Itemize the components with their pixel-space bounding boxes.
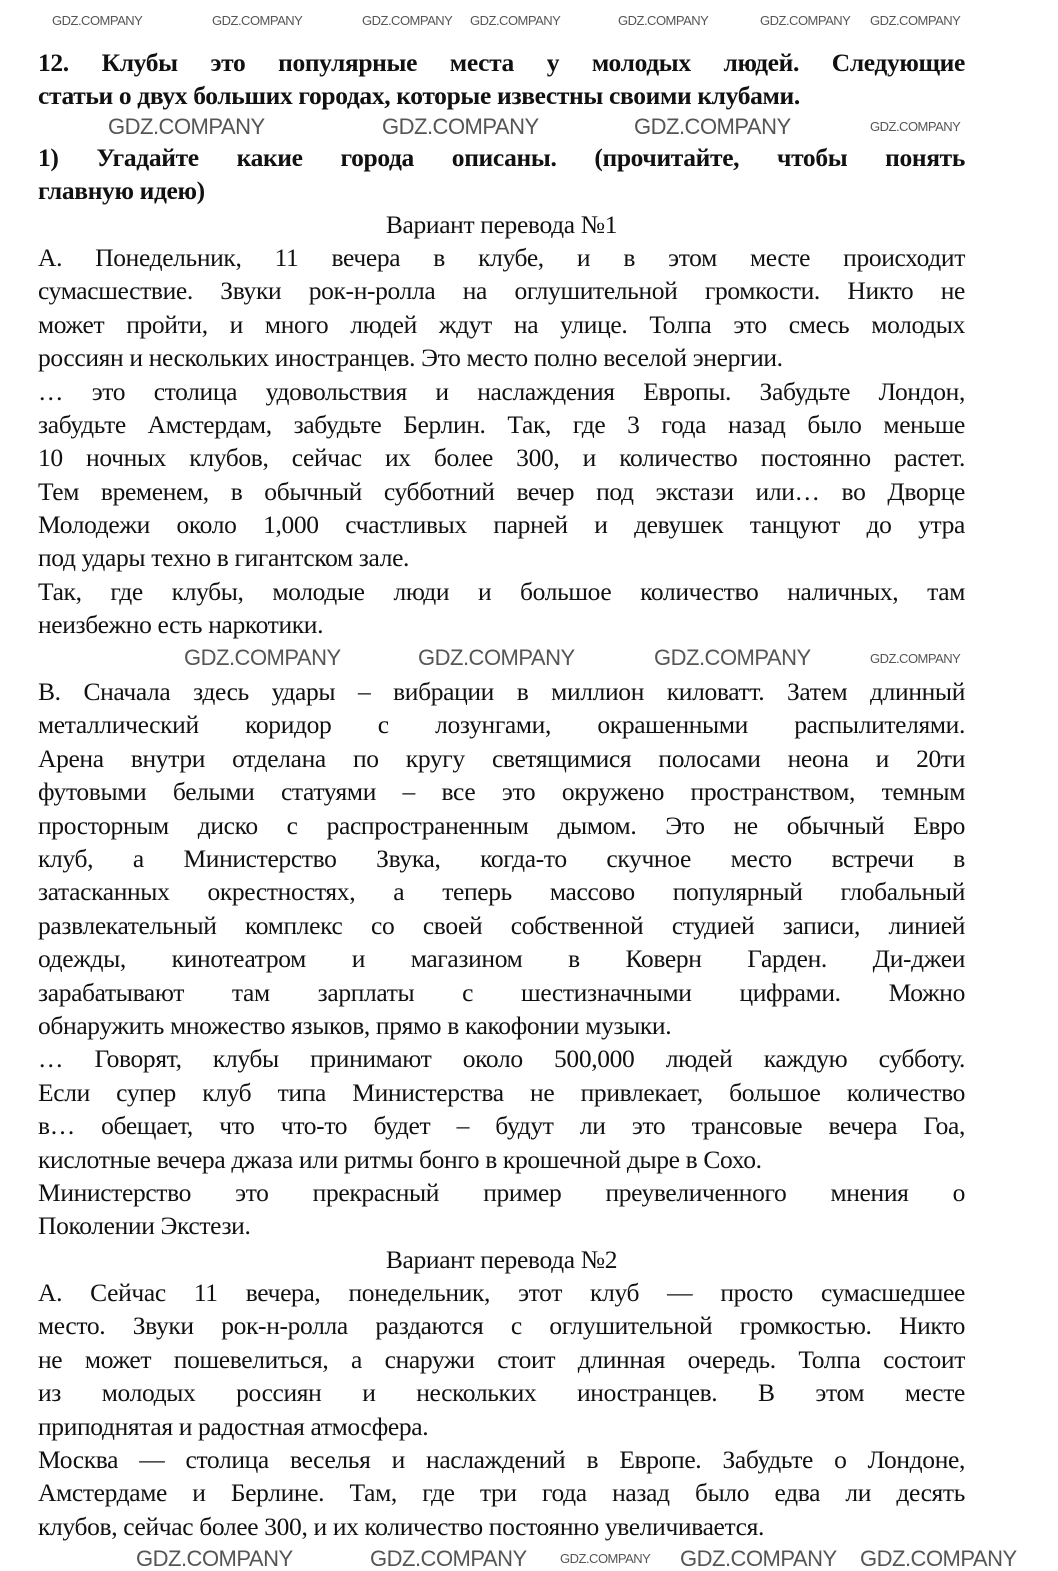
text-line: 1) Угадайте какие города описаны. (прочитайте, чтобы понять xyxy=(38,142,965,172)
text-line: клубов, сейчас более 300, и их количество постоянно увеличивается. xyxy=(38,1511,764,1541)
watermark: GDZ.COMPANY xyxy=(136,1546,293,1571)
text-line: Поколении Экстези. xyxy=(38,1211,251,1241)
watermark: GDZ.COMPANY xyxy=(860,1546,1017,1571)
text-line: из молодых россиян и нескольких иностранцев. В этом месте xyxy=(38,1378,965,1408)
text-line: затасканных окрестностях, а теперь массово популярный глобальный xyxy=(38,877,965,907)
watermark: GDZ.COMPANY xyxy=(870,119,961,134)
text-line: забудьте Амстердам, забудьте Берлин. Так, где 3 года назад было меньше xyxy=(38,409,965,439)
watermark: GDZ.COMPANY xyxy=(370,1546,527,1571)
text-line: главную идею) xyxy=(38,176,205,206)
watermark: GDZ.COMPANY xyxy=(184,645,341,670)
watermark: GDZ.COMPANY xyxy=(870,13,961,28)
text-line: В. Сначала здесь удары – вибрации в миллион киловатт. Затем длинный xyxy=(38,677,965,707)
text-line: неизбежно есть наркотики. xyxy=(38,610,324,640)
text-line: зарабатывают там зарплаты с шестизначными цифрами. Можно xyxy=(38,977,965,1007)
watermark: GDZ.COMPANY xyxy=(470,13,561,28)
text-line: Арена внутри отделана по кругу светящимися полосами неона и 20ти xyxy=(38,743,965,773)
text-line: развлекательный комплекс со своей собственной студией записи, линией xyxy=(38,910,965,940)
text-line: обнаружить множество языков, прямо в какофонии музыки. xyxy=(38,1010,672,1040)
watermark: GDZ.COMPANY xyxy=(680,1546,837,1571)
text-line: Молодежи около 1,000 счастливых парней и девушек танцуют до утра xyxy=(38,510,965,540)
text-line: под удары техно в гигантском зале. xyxy=(38,543,410,573)
text-line: не может пошевелиться, а снаружи стоит длинная очередь. Толпа состоит xyxy=(38,1344,965,1374)
text-line: место. Звуки рок-н-ролла раздаются с оглушительной громкостью. Никто xyxy=(38,1311,965,1341)
watermark: GDZ.COMPANY xyxy=(760,13,851,28)
watermark: GDZ.COMPANY xyxy=(212,13,303,28)
watermark: GDZ.COMPANY xyxy=(362,13,453,28)
text-line: Так, где клубы, молодые люди и большое количество наличных, там xyxy=(38,576,965,606)
blank-line xyxy=(38,113,965,141)
text-line: Тем временем, в обычный субботний вечер под экстази или… во Дворце xyxy=(38,476,965,506)
watermark: GDZ.COMPANY xyxy=(870,651,961,666)
watermark: GDZ.COMPANY xyxy=(634,114,791,139)
watermark: GDZ.COMPANY xyxy=(108,114,265,139)
text-line: металлический коридор с лозунгами, окрашенными распылителями. xyxy=(38,710,965,740)
text-line: 12. Клубы это популярные места у молодых людей. Следующие xyxy=(38,48,965,77)
text-line: клуб, а Министерство Звука, когда-то скучное место встречи в xyxy=(38,843,965,873)
text-line: приподнятая и радостная атмосфера. xyxy=(38,1411,429,1441)
text-line: россиян и нескольких иностранцев. Это место полно веселой энергии. xyxy=(38,343,783,373)
text-line: … Говорят, клубы принимают около 500,000 людей каждую субботу. xyxy=(38,1044,965,1074)
text-line: в… обещает, что что-то будет – будут ли это трансовые вечера Гоа, xyxy=(38,1111,965,1141)
watermark: GDZ.COMPANY xyxy=(382,114,539,139)
text-line: 10 ночных клубов, сейчас их более 300, и количество постоянно растет. xyxy=(38,443,965,473)
text-line: футовыми белыми статуями – все это окружено пространством, темным xyxy=(38,777,965,807)
text-line: кислотные вечера джаза или ритмы бонго в крошечной дыре в Сохо. xyxy=(38,1144,762,1174)
text-line: Министерство это прекрасный пример преувеличенного мнения о xyxy=(38,1177,965,1207)
watermark: GDZ.COMPANY xyxy=(654,645,811,670)
watermark: GDZ.COMPANY xyxy=(418,645,575,670)
text-line: Москва — столица веселья и наслаждений в Европе. Забудьте о Лондоне, xyxy=(38,1445,965,1475)
text-line: А. Сейчас 11 вечера, понедельник, этот клуб — просто сумасшедшее xyxy=(38,1278,965,1308)
text-line: А. Понедельник, 11 вечера в клубе, и в этом месте происходит xyxy=(38,242,965,272)
text-line: Вариант перевода №1 xyxy=(385,209,618,239)
text-line: может пройти, и много людей ждут на улице. Толпа это смесь молодых xyxy=(38,309,965,339)
blank-line xyxy=(38,642,965,675)
text-line: Вариант перевода №2 xyxy=(385,1244,618,1274)
watermark: GDZ.COMPANY xyxy=(618,13,709,28)
watermark: GDZ.COMPANY xyxy=(52,13,143,28)
document-body xyxy=(38,46,965,1543)
text-line: сумасшествие. Звуки рок-н-ролла на оглушительной громкости. Никто не xyxy=(38,276,965,306)
text-line: статьи о двух больших городах, которые известны своими клубами. xyxy=(38,81,800,111)
text-line: просторным диско с распространенным дымом. Это не обычный Евро xyxy=(38,810,965,840)
text-line: … это столица удовольствия и наслаждения Европы. Забудьте Лондон, xyxy=(38,376,965,406)
text-line: одежды, кинотеатром и магазином в Коверн Гарден. Ди-джеи xyxy=(38,944,965,974)
watermark: GDZ.COMPANY xyxy=(560,1551,651,1566)
text-line: Если супер клуб типа Министерства не привлекает, большое количество xyxy=(38,1077,965,1107)
text-line: Амстердаме и Берлине. Там, где три года назад было едва ли десять xyxy=(38,1478,965,1508)
